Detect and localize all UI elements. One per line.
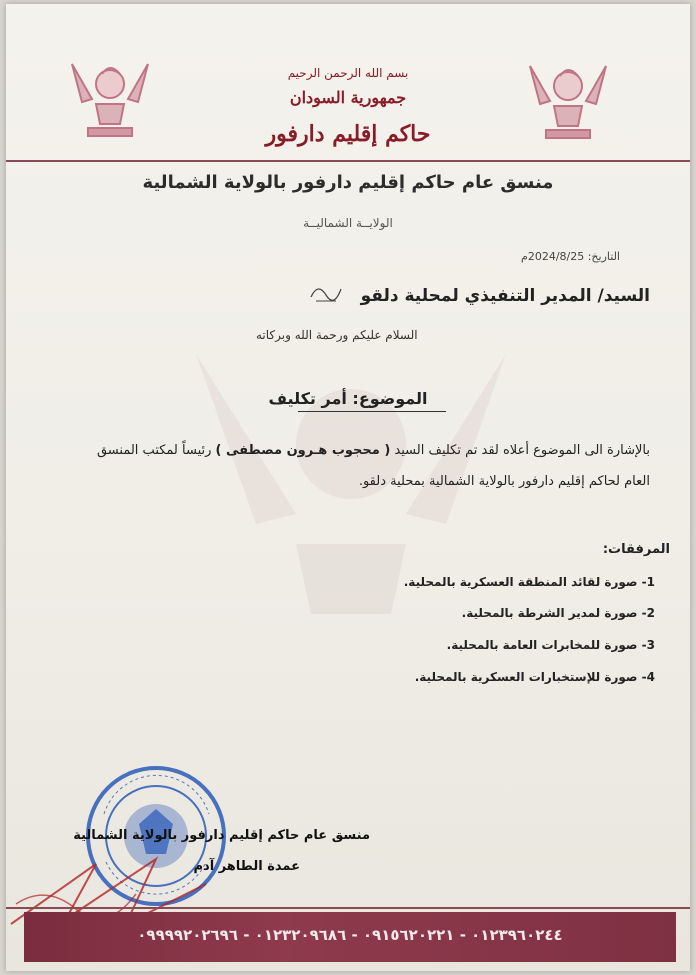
governor-title: حاكم إقليم دارفور [265,121,431,147]
body-line-1-end: رئيساً لمكتب المنسق [96,443,212,458]
region-name: الولايــة الشماليــة [303,216,393,230]
appointee-name: ( محجوب هـرون مصطفى ) [215,443,391,458]
body-line-2: العام لحاكم إقليم دارفور بالولاية الشمالية بمحلية دلقو. [358,474,650,489]
attachments-title: المرفقات: [602,542,670,557]
signatory-name: عمدة الطاهر آدم [193,859,300,874]
attachment-item: 1- صورة لقائد المنطقة العسكرية بالمحلية. [403,575,655,589]
subject-underline [298,411,446,412]
basmala: بسم الله الرحمن الرحيم [287,66,409,80]
office-title: منسق عام حاكم إقليم دارفور بالولاية الشمالية [142,172,554,193]
recipient: السيد/ المدير التنفيذي لمحلية دلقو [360,286,650,306]
respect-mark-icon [306,277,346,307]
attachment-item: 3- صورة للمخابرات العامة بالمحلية. [446,638,655,652]
phone-numbers: ٠١٢٣٩٦٠٢٤٤ - ٠٩١٥٦٢٠٢٢١ - ٠١٢٣٢٠٩٦٨٦ - ٠٩٩٩٩٢٠٢٦٩٦ [137,926,563,944]
body-line-1 [97,443,650,458]
header-divider [6,160,690,162]
letter-date: التاريخ: 2024/8/25م [521,250,620,263]
attachment-item: 4- صورة للإستخبارات العسكرية بالمحلية. [414,670,655,684]
greeting: السلام عليكم ورحمة الله وبركاته [256,328,418,342]
footer-bar [24,912,676,962]
letter-page [6,4,690,971]
country-name: جمهورية السودان [289,88,407,107]
attachment-item: 2- صورة لمدير الشرطة بالمحلية. [461,606,655,620]
signatory-title: منسق عام حاكم إقليم دارفور بالولاية الشمالية [73,828,370,843]
subject: الموضوع: أمر تكليف [268,389,428,408]
body-line-1-start: بالإشارة الى الموضوع أعلاه لقد تم تكليف السيد [394,443,650,458]
footer-divider [6,907,690,909]
